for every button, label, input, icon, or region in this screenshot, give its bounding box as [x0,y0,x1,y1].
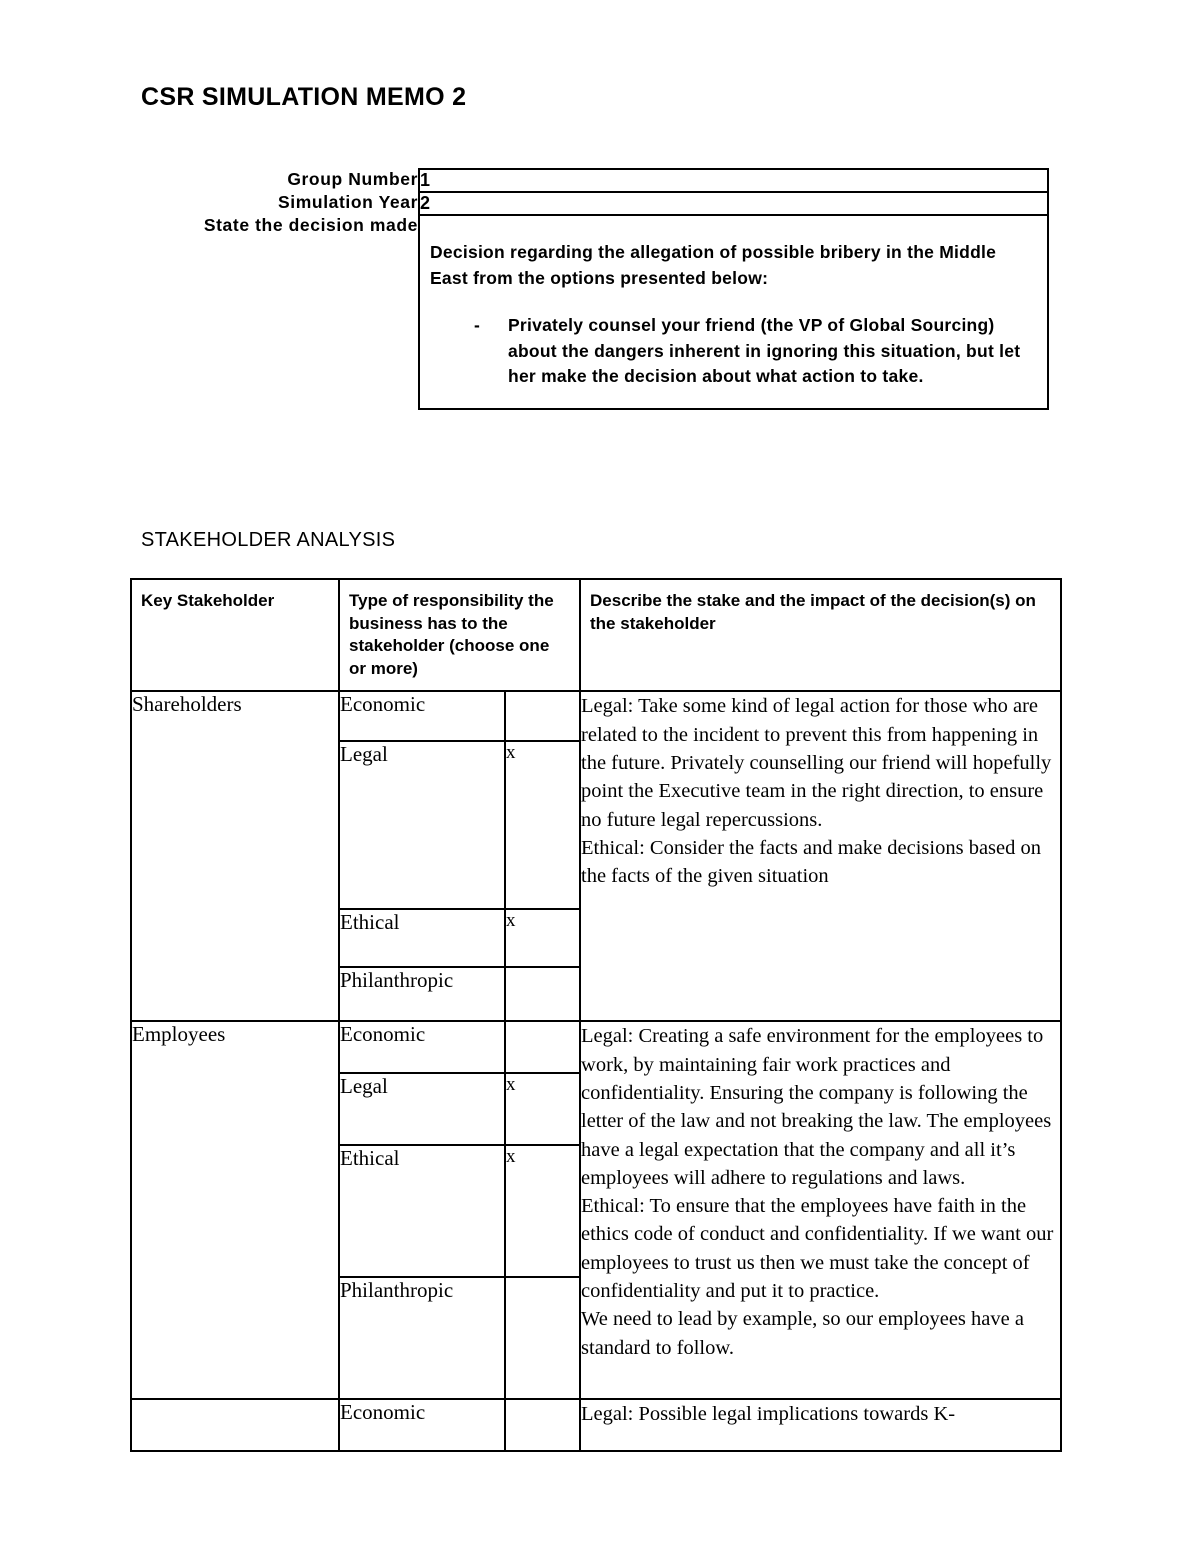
table-row [141,215,1048,409]
responsibility-checkbox-cell[interactable]: x [505,909,580,967]
responsibility-type-cell: Ethical [339,1145,505,1277]
column-header-type-of-responsibility: Type of responsibility the business has to the stakeholder (choose one or more) [339,579,580,691]
table-row [131,1021,1061,1073]
responsibility-type-cell: Economic [339,1021,505,1073]
responsibility-checkbox-cell[interactable] [505,1021,580,1073]
responsibility-checkbox-cell[interactable]: x [505,1145,580,1277]
responsibility-type-cell: Legal [339,1073,505,1145]
table-row [141,169,1048,192]
simulation-year-label: Simulation Year [278,192,418,212]
decision-made-label: State the decision made [203,215,418,235]
stakeholder-analysis-body [131,691,1061,1451]
description-paragraph: Legal: Creating a safe environment for the employees to work, by maintaining fair work practices and confidentiality. Ensuring the company is following the letter of the law and not breaking the law. The employees have a legal expectation that the company and all it’s employees will adhere to regulations and laws. [581,1025,1052,1189]
stakeholder-description-cell [580,691,1061,1021]
column-header-describe-stake: Describe the stake and the impact of the decision(s) on the stakeholder [580,579,1061,691]
group-number-value[interactable]: 1 [419,169,1048,192]
column-header-key-stakeholder: Key Stakeholder [131,579,339,691]
stakeholder-name-cell: Shareholders [131,691,339,1021]
page-bottom-clip [0,1467,1200,1553]
responsibility-type-cell: Economic [339,691,505,741]
simulation-year-value[interactable]: 2 [419,192,1048,215]
bullet-dash-icon: - [474,315,481,336]
decision-heading: Decision regarding the allegation of possible bribery in the Middle East from the options presented below: [430,242,997,288]
list-item [430,313,1033,390]
description-paragraph: Ethical: To ensure that the employees have faith in the ethics code of conduct and confidentiality. If we want our employees to trust us then we must take the concept of confidentiality and put it to practice. [581,1195,1054,1302]
description-paragraph: Ethical: Consider the facts and make decisions based on the facts of the given situation [581,836,1041,888]
description-paragraph: Legal: Possible legal implications towards K- [581,1403,956,1426]
section-heading-stakeholder-analysis: STAKEHOLDER ANALYSIS [141,529,396,551]
decision-options-list [430,313,1033,390]
responsibility-checkbox-cell[interactable] [505,1277,580,1399]
responsibility-checkbox-cell[interactable]: x [505,741,580,909]
table-row [131,1399,1061,1451]
table-header-row [131,579,1061,691]
decision-option-text: Privately counsel your friend (the VP of Global Sourcing) about the dangers inherent in ignoring this situation, but let her make the decision about what action to take. [508,315,1021,387]
responsibility-checkbox-cell[interactable] [505,1399,580,1451]
responsibility-type-cell: Ethical [339,909,505,967]
table-row [141,192,1048,215]
responsibility-type-cell: Philanthropic [339,1277,505,1399]
stakeholder-name-cell: Employees [131,1021,339,1399]
responsibility-type-cell: Economic [339,1399,505,1451]
responsibility-type-cell: Philanthropic [339,967,505,1021]
decision-made-value[interactable] [419,215,1048,409]
stakeholder-analysis-table-wrapper [130,578,1060,1452]
description-paragraph: We need to lead by example, so our employees have a standard to follow. [581,1308,1024,1359]
page-title: CSR SIMULATION MEMO 2 [141,83,467,111]
stakeholder-name-cell [131,1399,339,1451]
description-paragraph: Legal: Take some kind of legal action for those who are related to the incident to prevent this from happening in the future. Privately counselling our friend will hopefully point the Executive team in the right direction, to ensure no future legal repercussions. [581,695,1052,831]
stakeholder-description-cell [580,1399,1061,1451]
responsibility-type-cell: Legal [339,741,505,909]
stakeholder-analysis-table [130,578,1062,1452]
responsibility-checkbox-cell[interactable] [505,967,580,1021]
responsibility-checkbox-cell[interactable]: x [505,1073,580,1145]
group-number-label: Group Number [287,169,418,189]
table-row [131,691,1061,741]
memo-info-table-wrapper [141,168,1049,410]
memo-info-table [141,168,1049,410]
stakeholder-description-cell [580,1021,1061,1399]
responsibility-checkbox-cell[interactable] [505,691,580,741]
